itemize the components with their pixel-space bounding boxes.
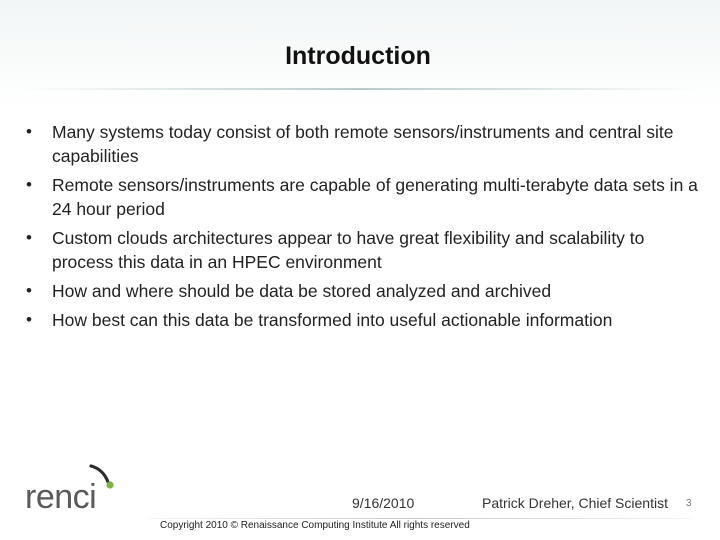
page-number: 3 — [686, 498, 692, 509]
footer-date: 9/16/2010 — [352, 495, 415, 511]
bullet-dot-icon: • — [26, 310, 32, 329]
bullet-dot-icon: • — [26, 228, 32, 247]
bullet-dot-icon: • — [26, 281, 32, 300]
bullet-text: Many systems today consist of both remote sensors/instruments and central site capabilities — [52, 122, 674, 166]
logo-text: renci — [25, 478, 97, 516]
bullet-dot-icon: • — [26, 175, 32, 194]
bullet-item — [26, 279, 706, 303]
bullet-text: Custom clouds architectures appear to have great flexibility and scalability to process this data in an HPEC environment — [52, 228, 645, 272]
bullet-item — [26, 308, 706, 332]
slide-title: Introduction — [285, 42, 431, 70]
renci-logo — [25, 462, 117, 517]
bullet-text: How best can this data be transformed into useful actionable information — [52, 310, 613, 330]
logo-dot-icon — [106, 481, 113, 488]
footer-divider — [150, 518, 690, 519]
bullet-item — [26, 226, 706, 274]
title-divider — [24, 88, 696, 90]
footer-copyright: Copyright 2010 © Renaissance Computing Institute All rights reserved — [160, 520, 470, 531]
bullet-item — [26, 173, 706, 221]
bullet-list — [26, 120, 706, 337]
footer-author: Patrick Dreher, Chief Scientist — [482, 495, 668, 511]
bullet-text: Remote sensors/instruments are capable of generating multi-terabyte data sets in a 24 hour period — [52, 175, 698, 219]
bullet-item — [26, 120, 706, 168]
bullet-text: How and where should be data be stored analyzed and archived — [52, 281, 552, 301]
bullet-dot-icon: • — [26, 122, 32, 141]
